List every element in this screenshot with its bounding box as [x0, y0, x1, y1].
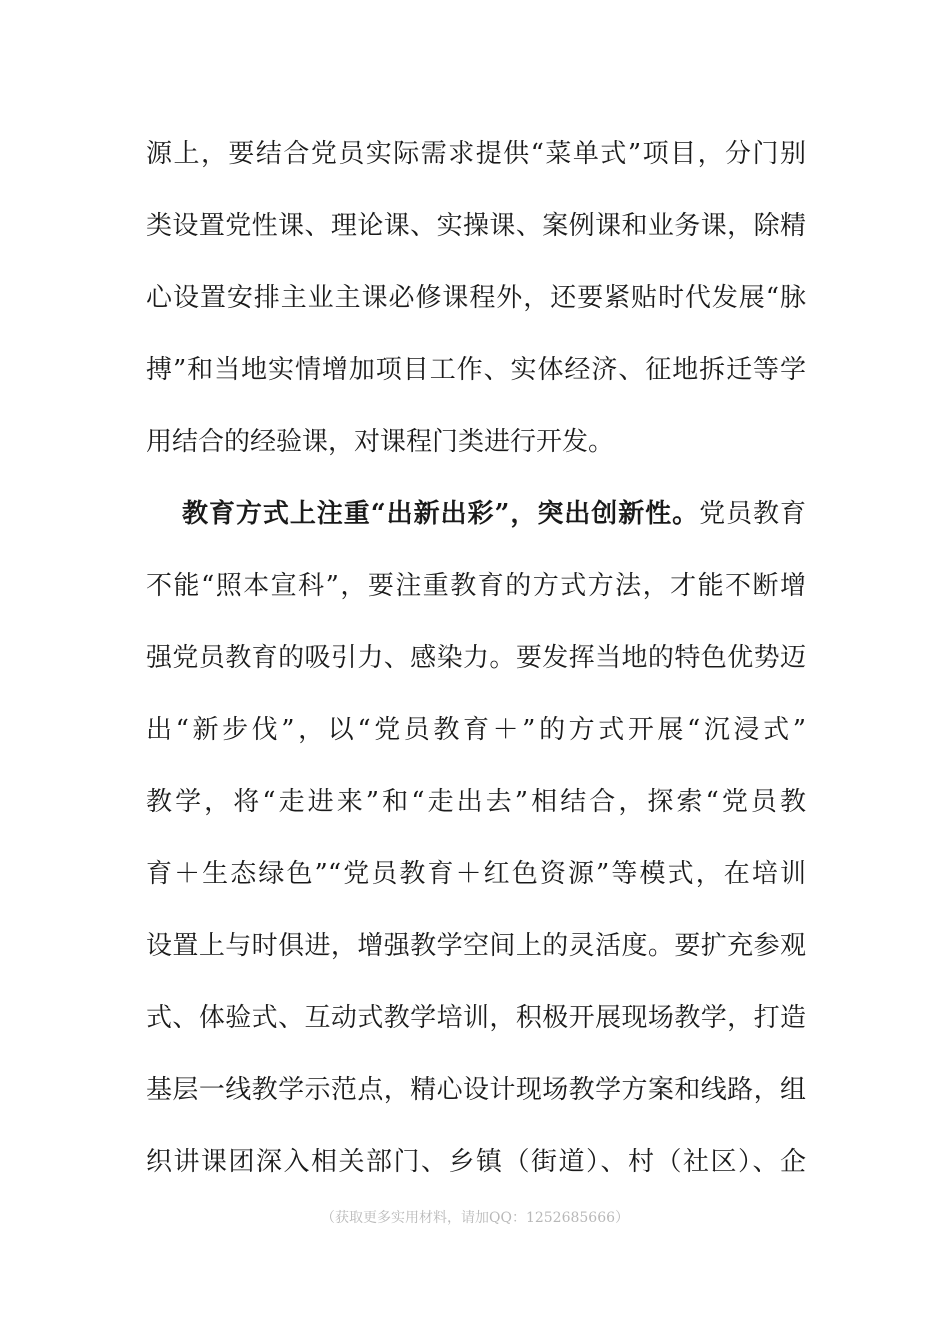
- paragraph-line: 教学，将“走进来”和“走出去”相结合，探索“党员教: [146, 787, 806, 817]
- paragraph-line: 源上，要结合党员实际需求提供“菜单式”项目，分门别: [146, 139, 806, 169]
- paragraph-line: 育＋生态绿色”“党员教育＋红色资源”等模式，在培训: [146, 859, 806, 889]
- paragraph-line: 心设置安排主业主课必修课程外，还要紧贴时代发展“脉: [146, 283, 806, 313]
- paragraph-line: 基层一线教学示范点，精心设计现场教学方案和线路，组: [146, 1075, 806, 1105]
- paragraph-line: 出“新步伐”，以“党员教育＋”的方式开展“沉浸式”: [146, 715, 806, 745]
- paragraph-line: 搏”和当地实情增加项目工作、实体经济、征地拆迁等学: [146, 355, 806, 385]
- paragraph-line: 类设置党性课、理论课、实操课、案例课和业务课，除精: [146, 211, 806, 241]
- paragraph-line: 织讲课团深入相关部门、乡镇（街道）、村（社区）、企: [146, 1147, 806, 1177]
- paragraph-first-line-text: 党员教育: [699, 499, 806, 529]
- paragraph-line: 不能“照本宣科”，要注重教育的方式方法，才能不断增: [146, 571, 806, 601]
- paragraph-line: 强党员教育的吸引力、感染力。要发挥当地的特色优势迈: [146, 643, 806, 673]
- paragraph-heading: 教育方式上注重“出新出彩”，突出创新性。: [182, 499, 700, 529]
- paragraph-line: 用结合的经验课，对课程门类进行开发。: [146, 427, 615, 457]
- paragraph-line: 式、体验式、互动式教学培训，积极开展现场教学，打造: [146, 1003, 806, 1033]
- paragraph-first-line: [182, 497, 806, 531]
- footer-note: （获取更多实用材料，请加QQ：1252685666）: [320, 1210, 630, 1226]
- paragraph-line: 设置上与时俱进，增强教学空间上的灵活度。要扩充参观: [146, 931, 806, 961]
